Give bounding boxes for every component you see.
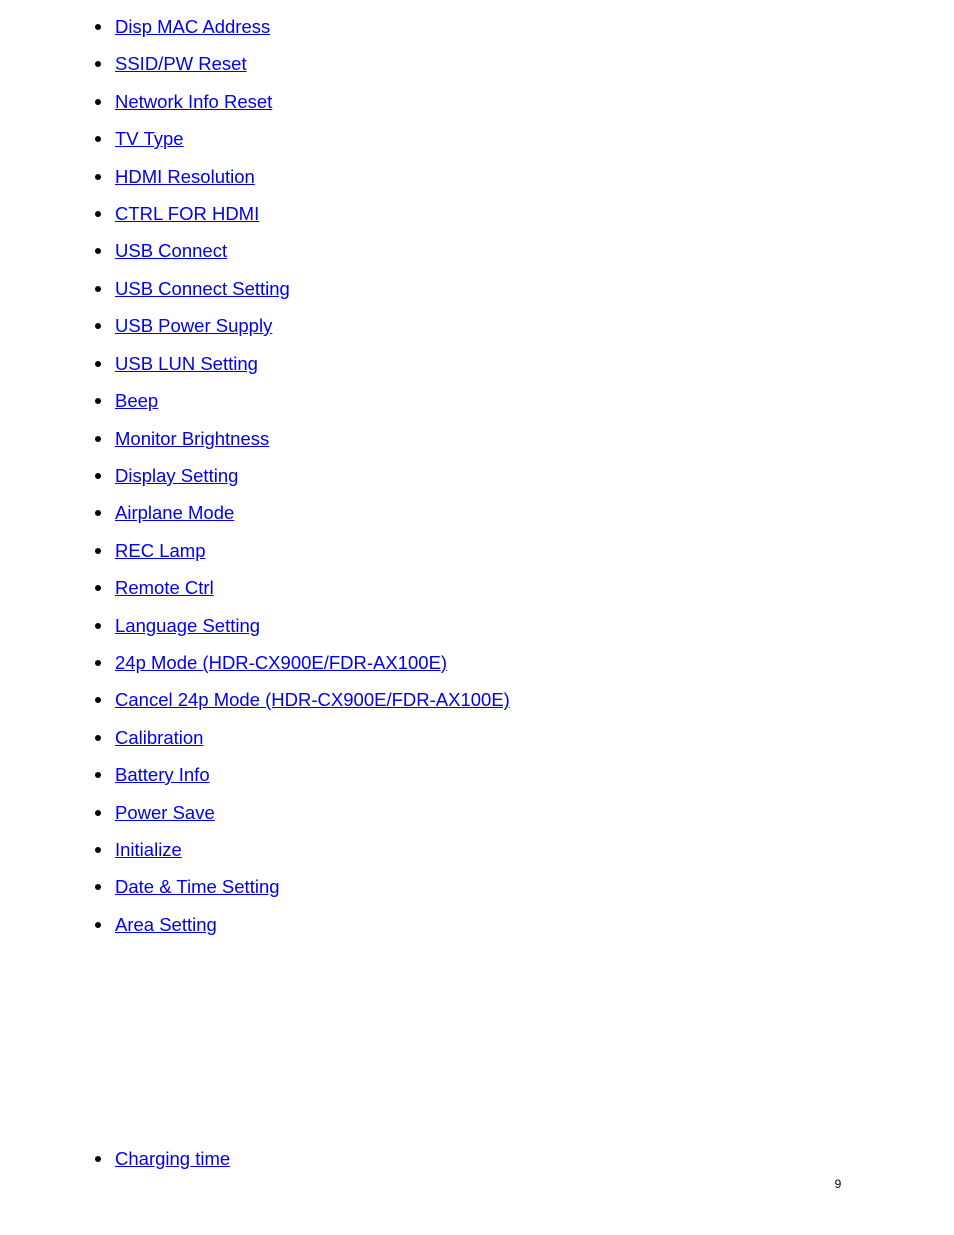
list-item bbox=[0, 276, 700, 302]
list-item bbox=[0, 762, 700, 788]
link-ssid-pw-reset[interactable]: SSID/PW Reset bbox=[115, 53, 247, 74]
link-remote-ctrl[interactable]: Remote Ctrl bbox=[115, 577, 214, 598]
list-item bbox=[0, 613, 700, 639]
link-display-setting[interactable]: Display Setting bbox=[115, 465, 239, 486]
bullet-icon bbox=[95, 323, 101, 329]
bullet-icon bbox=[95, 1156, 101, 1162]
list-item bbox=[0, 126, 700, 152]
list-item bbox=[0, 575, 700, 601]
bullet-icon bbox=[95, 585, 101, 591]
link-power-save[interactable]: Power Save bbox=[115, 802, 215, 823]
bullet-icon bbox=[95, 922, 101, 928]
bullet-icon bbox=[95, 286, 101, 292]
bullet-icon bbox=[95, 361, 101, 367]
list-item bbox=[0, 351, 700, 377]
bullet-icon bbox=[95, 436, 101, 442]
bullet-icon bbox=[95, 510, 101, 516]
list-item bbox=[0, 164, 700, 190]
list-item bbox=[0, 538, 700, 564]
link-language-setting[interactable]: Language Setting bbox=[115, 615, 261, 636]
list-item bbox=[0, 800, 700, 826]
bullet-icon bbox=[95, 473, 101, 479]
link-usb-connect[interactable]: USB Connect bbox=[115, 240, 228, 261]
list-item bbox=[0, 912, 700, 938]
link-calibration[interactable]: Calibration bbox=[115, 727, 204, 748]
link-airplane-mode[interactable]: Airplane Mode bbox=[115, 502, 235, 523]
link-network-info-reset[interactable]: Network Info Reset bbox=[115, 91, 273, 112]
link-hdmi-resolution[interactable]: HDMI Resolution bbox=[115, 166, 255, 187]
bullet-icon bbox=[95, 623, 101, 629]
bullet-icon bbox=[95, 61, 101, 67]
bullet-icon bbox=[95, 136, 101, 142]
link-area-setting[interactable]: Area Setting bbox=[115, 914, 217, 935]
link-tv-type[interactable]: TV Type bbox=[115, 128, 184, 149]
bullet-icon bbox=[95, 24, 101, 30]
bullet-icon bbox=[95, 99, 101, 105]
list-item bbox=[0, 89, 700, 115]
link-ctrl-for-hdmi[interactable]: CTRL FOR HDMI bbox=[115, 203, 260, 224]
link-24p-mode[interactable]: 24p Mode (HDR-CX900E/FDR-AX100E) bbox=[115, 652, 448, 673]
list-item bbox=[0, 388, 700, 414]
bullet-icon bbox=[95, 398, 101, 404]
list-item bbox=[0, 201, 700, 227]
link-rec-lamp[interactable]: REC Lamp bbox=[115, 540, 206, 561]
list-item bbox=[0, 426, 700, 452]
list-item bbox=[0, 837, 700, 863]
list-item bbox=[0, 313, 700, 339]
list-item bbox=[0, 463, 700, 489]
list-item bbox=[0, 1146, 700, 1172]
list-item bbox=[0, 874, 700, 900]
link-beep[interactable]: Beep bbox=[115, 390, 159, 411]
bullet-icon bbox=[95, 810, 101, 816]
bullet-icon bbox=[95, 847, 101, 853]
link-date-time-setting[interactable]: Date & Time Setting bbox=[115, 876, 280, 897]
bullet-icon bbox=[95, 548, 101, 554]
link-usb-power-supply[interactable]: USB Power Supply bbox=[115, 315, 273, 336]
bullet-icon bbox=[95, 697, 101, 703]
list-item bbox=[0, 14, 700, 40]
bullet-icon bbox=[95, 884, 101, 890]
bullet-icon bbox=[95, 772, 101, 778]
link-battery-info[interactable]: Battery Info bbox=[115, 764, 210, 785]
list-item bbox=[0, 51, 700, 77]
list-item bbox=[0, 687, 700, 713]
link-cancel-24p-mode[interactable]: Cancel 24p Mode (HDR-CX900E/FDR-AX100E) bbox=[115, 689, 510, 710]
page-number: 9 bbox=[834, 1177, 842, 1191]
link-monitor-brightness[interactable]: Monitor Brightness bbox=[115, 428, 270, 449]
link-usb-lun-setting[interactable]: USB LUN Setting bbox=[115, 353, 258, 374]
list-item bbox=[0, 238, 700, 264]
bullet-icon bbox=[95, 660, 101, 666]
list-item bbox=[0, 500, 700, 526]
list-item bbox=[0, 725, 700, 751]
list-item bbox=[0, 650, 700, 676]
bullet-icon bbox=[95, 248, 101, 254]
bullet-icon bbox=[95, 211, 101, 217]
link-usb-connect-setting[interactable]: USB Connect Setting bbox=[115, 278, 290, 299]
link-charging-time[interactable]: Charging time bbox=[115, 1148, 231, 1169]
link-initialize[interactable]: Initialize bbox=[115, 839, 182, 860]
link-disp-mac-address[interactable]: Disp MAC Address bbox=[115, 16, 271, 37]
bullet-icon bbox=[95, 174, 101, 180]
bullet-icon bbox=[95, 735, 101, 741]
